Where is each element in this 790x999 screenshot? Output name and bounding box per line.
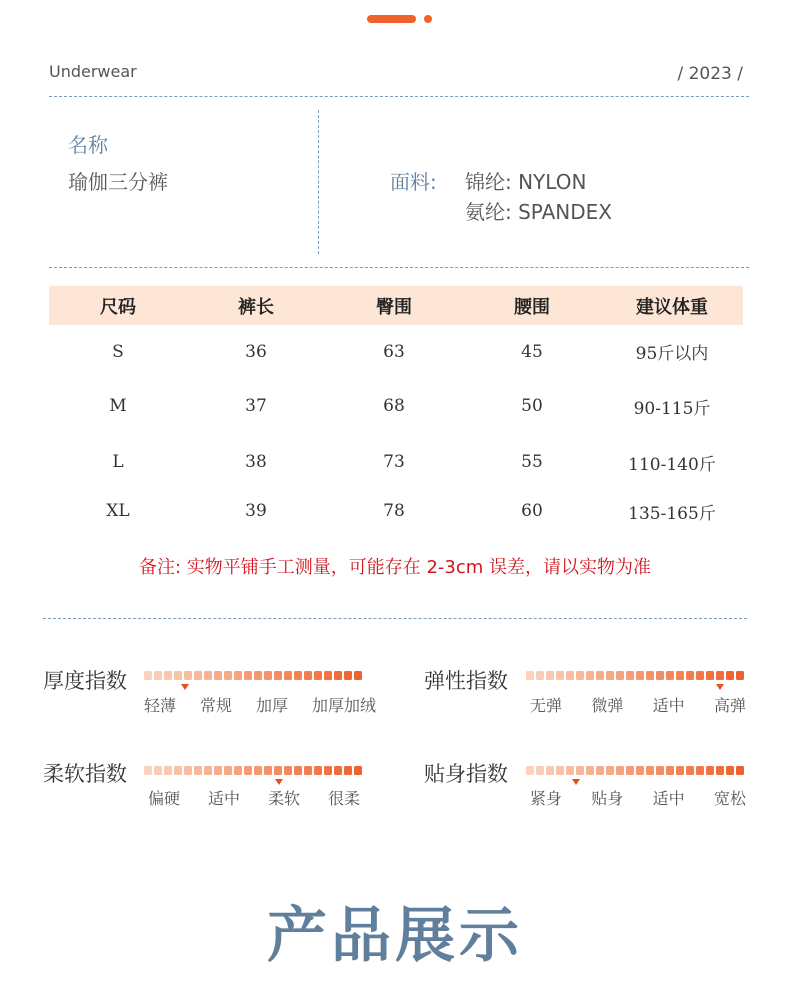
cell-length: 36 [245,341,267,362]
cell-size: S [112,341,124,362]
index-bar-segment [636,766,644,775]
index-label-elasticity: 弹性指数 [424,669,508,693]
index-bar-segment [566,766,574,775]
index-label-fit: 贴身指数 [424,762,508,786]
index-bar-segment [174,671,182,680]
index-bar-segment [224,766,232,775]
index-bar-segment [666,766,674,775]
index-bar-segment [736,766,744,775]
cell-waist: 55 [521,452,543,472]
index-marker [572,779,580,785]
cell-hip: 63 [383,341,405,362]
index-bar-segment [536,671,544,680]
size-table [49,286,743,532]
index-bar-segment [194,671,202,680]
measurement-note: 备注: 实物平铺手工测量，可能存在 2-3cm 误差，请以实物为准 [138,557,652,578]
tick-label: 贴身 [591,789,624,808]
index-bar-segment [566,671,574,680]
index-softness [144,766,364,808]
index-bar-segment [576,671,584,680]
index-bar-segment [204,671,212,680]
index-bar-segment [726,671,734,680]
size-table-header [49,286,743,325]
index-bar-segment [314,671,322,680]
tick-label: 柔软 [267,789,300,808]
index-bar-segment [194,766,202,775]
tick-label: 微弹 [591,696,624,715]
index-bar-segment [264,766,272,775]
index-bar-segment [164,671,172,680]
divider-top [49,96,749,97]
year-label: / 2023 / [677,64,743,84]
tick-label: 紧身 [530,789,563,808]
index-bar-segment [536,766,544,775]
cell-weight: 135-165斤 [628,503,716,524]
index-bar-segment [576,766,584,775]
index-bar-segment [546,766,554,775]
index-bar-segment [706,766,714,775]
index-bar-segment [334,766,342,775]
col-hip: 臀围 [325,286,463,325]
index-bar-segment [214,766,222,775]
index-bar-segment [304,671,312,680]
index-bar-segment [274,766,282,775]
index-fit [526,766,746,808]
index-bar-segment [646,766,654,775]
index-bar-segment [144,766,152,775]
cell-waist: 45 [521,341,543,362]
index-bar-segment [676,671,684,680]
index-bar [144,766,364,775]
index-bar-segment [686,671,694,680]
cell-weight: 95斤以内 [635,344,709,364]
index-bar-segment [244,766,252,775]
top-accent-bar [367,15,416,23]
index-bar-segment [596,671,604,680]
index-bar-segment [656,766,664,775]
index-bar-segment [526,671,534,680]
index-ticks [144,693,376,716]
index-bar-segment [344,766,352,775]
index-bar-segment [626,766,634,775]
index-bar-segment [696,671,704,680]
index-bar-segment [666,671,674,680]
tick-label: 高弹 [713,696,746,715]
tick-label: 加厚 [255,696,288,715]
table-row [49,490,743,532]
fabric-spandex: 氨纶: SPANDEX [465,200,612,224]
index-bar-segment [154,671,162,680]
index-ticks [530,693,746,716]
name-label: 名称 [68,133,108,157]
index-bar-segment [184,671,192,680]
index-bar-segment [164,766,172,775]
cell-weight: 110-140斤 [628,454,716,475]
cell-hip: 73 [383,452,405,472]
table-row [49,434,743,490]
index-bar-segment [726,766,734,775]
cell-size: M [109,396,127,416]
index-bar-segment [656,671,664,680]
index-bar-segment [716,671,724,680]
brand-label: Underwear [49,62,137,81]
index-bar-segment [606,671,614,680]
index-bar-segment [626,671,634,680]
index-bar [526,671,746,680]
col-length: 裤长 [187,286,325,325]
index-marker [716,684,724,690]
index-bar-segment [214,671,222,680]
index-bar-segment [254,766,262,775]
index-thickness [144,671,376,715]
index-bar-segment [646,671,654,680]
index-elasticity [526,671,746,715]
table-row [49,325,743,378]
index-bar-segment [706,671,714,680]
tick-label: 无弹 [530,696,563,715]
index-ticks [148,786,360,809]
tick-label: 适中 [652,696,685,715]
index-bar-segment [616,671,624,680]
index-bar-segment [596,766,604,775]
index-bar-segment [716,766,724,775]
fabric-label: 面料: [390,170,437,194]
cell-waist: 50 [521,396,543,416]
index-bar-segment [204,766,212,775]
index-bar-segment [354,766,362,775]
index-bar-segment [224,671,232,680]
index-bar-segment [294,766,302,775]
cell-length: 38 [245,452,267,472]
index-bar-segment [174,766,182,775]
divider-vertical [318,110,319,254]
index-bar-segment [526,766,534,775]
index-bar-segment [184,766,192,775]
cell-length: 39 [245,501,267,521]
cell-hip: 68 [383,396,405,416]
tick-label: 适中 [652,789,685,808]
index-bar-segment [274,671,282,680]
index-bar-segment [154,766,162,775]
index-bar-segment [294,671,302,680]
index-bar-segment [344,671,352,680]
index-bar-segment [314,766,322,775]
index-marker [181,684,189,690]
col-waist: 腰围 [463,286,601,325]
tick-label: 适中 [207,789,240,808]
index-bar-segment [304,766,312,775]
index-bar-segment [244,671,252,680]
index-bar-segment [264,671,272,680]
index-bar-segment [284,671,292,680]
cell-hip: 78 [383,501,405,521]
section-title: 产品展示 [267,901,523,971]
index-label-softness: 柔软指数 [43,762,127,786]
cell-size: L [112,452,124,472]
index-bar-segment [736,671,744,680]
tick-label: 偏硬 [148,789,181,808]
index-bar-segment [586,766,594,775]
index-bar-segment [234,766,242,775]
index-bar-segment [556,671,564,680]
index-bar-segment [324,766,332,775]
index-marker [275,779,283,785]
index-label-thickness: 厚度指数 [43,669,127,693]
name-value: 瑜伽三分裤 [68,170,168,194]
table-row [49,378,743,434]
index-bar-segment [546,671,554,680]
cell-size: XL [106,501,130,521]
top-accent-dot [424,15,432,23]
index-bar-segment [686,766,694,775]
tick-label: 轻薄 [144,696,177,715]
tick-label: 常规 [199,696,232,715]
index-bar-segment [586,671,594,680]
index-bar [144,671,364,680]
index-bar-segment [616,766,624,775]
index-bar-segment [354,671,362,680]
divider-mid [49,267,749,268]
index-bar-segment [324,671,332,680]
index-bar-segment [144,671,152,680]
index-bar-segment [556,766,564,775]
col-size: 尺码 [49,286,187,325]
index-bar [526,766,746,775]
cell-weight: 90-115斤 [633,398,711,419]
tick-label: 加厚加绒 [311,696,376,715]
fabric-nylon: 锦纶: NYLON [465,170,587,194]
col-weight: 建议体重 [601,286,743,325]
index-bar-segment [234,671,242,680]
index-bar-segment [636,671,644,680]
cell-waist: 60 [521,501,543,521]
index-bar-segment [606,766,614,775]
index-ticks [530,786,746,809]
index-bar-segment [334,671,342,680]
cell-length: 37 [245,396,267,416]
index-bar-segment [254,671,262,680]
tick-label: 宽松 [713,789,746,808]
index-bar-segment [676,766,684,775]
tick-label: 很柔 [327,789,360,808]
divider-lower [43,618,747,619]
index-bar-segment [696,766,704,775]
index-bar-segment [284,766,292,775]
